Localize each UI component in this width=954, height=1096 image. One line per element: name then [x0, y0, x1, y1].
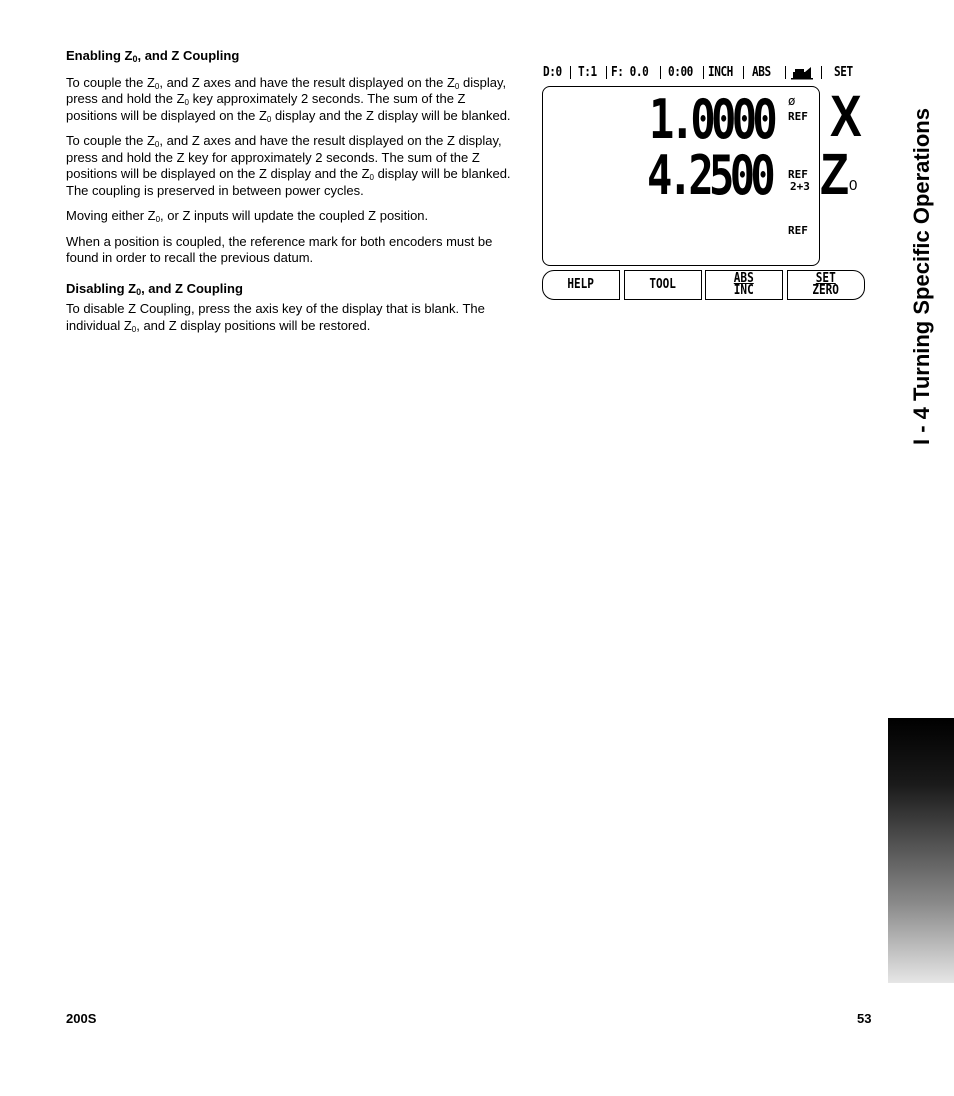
status-timer: 0:00: [668, 65, 693, 80]
x-axis-key[interactable]: X: [830, 84, 862, 149]
ref-indicator: REF: [788, 110, 808, 123]
text: , and Z axes and have the result displayed on the Z: [159, 74, 455, 90]
divider: [785, 66, 786, 79]
text: , and Z display positions will be restored.: [136, 317, 371, 333]
paragraph: [66, 208, 512, 225]
subscript: 0: [184, 98, 189, 107]
coupling-indicator: 2+3: [790, 180, 810, 193]
section-heading-disabling: [66, 281, 512, 298]
status-datum: D:0: [543, 65, 562, 80]
footer-product: 200S: [66, 1011, 97, 1026]
paragraph: When a position is coupled, the reference mark for both encoders must be found in order to recall the previous datum.: [66, 233, 493, 265]
paragraph: [66, 133, 512, 199]
paragraph: [66, 301, 512, 334]
text: display, press and hold the Z: [66, 74, 507, 106]
ref-indicator: REF: [788, 224, 808, 237]
softkey-label: TOOL: [649, 277, 677, 292]
softkey-label: SET: [816, 271, 836, 286]
subscript: 0: [454, 81, 460, 91]
text: To couple the Z: [66, 133, 155, 148]
text: key approximately 2 seconds. The sum of the Z positions will be displayed on the Z: [66, 91, 466, 123]
subscript: 0: [154, 81, 160, 91]
tool-softkey[interactable]: [624, 270, 702, 300]
heading-text: Enabling Z: [66, 48, 133, 63]
subscript: 0: [266, 114, 272, 124]
text: , and Z axes and have the result displayed on the Z display, press and hold the Z key for approximately 2 seconds. The sum of the Z positions will be displayed on the Z display and the Z: [66, 133, 502, 181]
softkey-label: ABS: [734, 271, 754, 286]
status-feed: F: 0.0: [611, 65, 649, 80]
subscript: 0: [136, 286, 142, 297]
subscript: 0: [369, 173, 374, 182]
lathe-tool-icon: [791, 65, 815, 80]
z-axis-value: 4.2500: [647, 144, 772, 207]
heading-text: , and Z Coupling: [137, 48, 240, 63]
subscript: 0: [131, 324, 137, 334]
divider: [743, 66, 744, 79]
status-tool: T:1: [578, 65, 597, 80]
x-axis-value: 1.0000: [649, 88, 774, 151]
abs-inc-softkey[interactable]: [705, 270, 783, 300]
subscript: 0: [155, 215, 161, 224]
text: To couple the Z: [66, 74, 155, 90]
ref-indicator: REF: [788, 168, 808, 181]
heading-text: , and Z Coupling: [141, 280, 243, 296]
paragraph: [66, 75, 512, 125]
status-bar: [543, 62, 863, 84]
subscript: 0: [154, 140, 160, 149]
chapter-tab-gradient: [888, 718, 954, 983]
softkey-label: HELP: [567, 277, 595, 292]
softkey-bar: [542, 270, 866, 303]
softkey-label: ZERO: [812, 283, 840, 298]
diameter-icon: ø: [788, 94, 796, 108]
divider: [703, 66, 704, 79]
page-number: 53: [857, 1011, 872, 1026]
heading-text: Disabling Z: [66, 280, 137, 296]
help-softkey[interactable]: [542, 270, 620, 300]
status-set: SET: [834, 65, 853, 80]
chapter-side-title: I - 4 Turning Specific Operations: [909, 108, 934, 445]
divider: [606, 66, 607, 79]
text: display and the Z display will be blanked.: [271, 107, 511, 123]
text: To disable Z Coupling, press the axis key of the display that is blank. The individual Z: [66, 301, 485, 333]
divider: [660, 66, 661, 79]
text: display will be blanked. The coupling is preserved in between power cycles.: [66, 166, 511, 198]
z-axis-key[interactable]: Z: [820, 142, 850, 207]
section-heading-enabling: [66, 48, 512, 65]
status-mode: ABS: [752, 65, 771, 80]
softkey-label: INC: [734, 283, 754, 298]
divider: [821, 66, 822, 79]
set-zero-softkey[interactable]: [787, 270, 865, 300]
text: , or Z inputs will update the coupled Z position.: [160, 208, 429, 223]
text: Moving either Z: [66, 208, 156, 223]
z-axis-subscript: 0: [849, 177, 858, 194]
axis-display-window: [542, 86, 820, 266]
status-units: INCH: [708, 65, 733, 80]
main-text-column: [66, 48, 512, 343]
dro-screen-illustration: [540, 58, 870, 308]
divider: [570, 66, 571, 79]
subscript: 0: [132, 54, 138, 64]
